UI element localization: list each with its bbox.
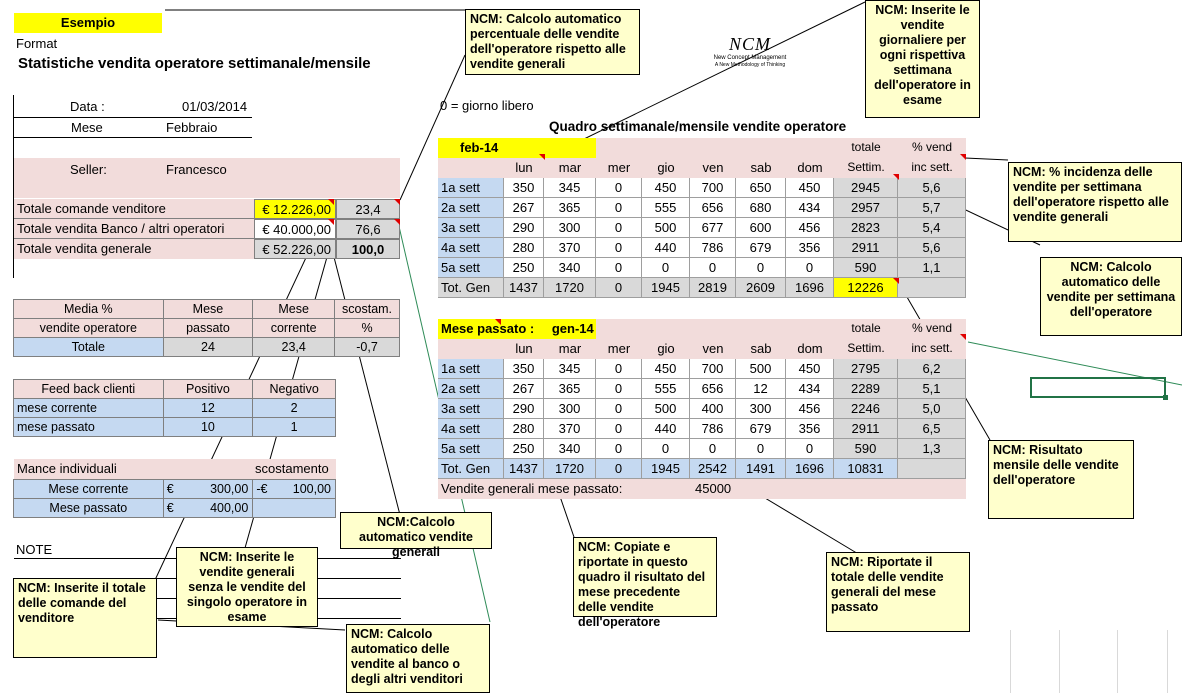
week-pct: 1,3 [898, 439, 966, 459]
week-label: 3a sett [438, 218, 504, 238]
gridline [1117, 630, 1118, 693]
day-sales-cell[interactable]: 0 [642, 258, 690, 278]
day-sales-cell[interactable]: 0 [596, 359, 642, 379]
week-total: 2795 [834, 359, 898, 379]
table1-pct-h1: % vend [911, 140, 953, 154]
day-total: 1720 [544, 278, 596, 298]
mese-underline [14, 137, 252, 138]
totale-generale-label: Totale vendita generale [14, 239, 254, 259]
week-label: 1a sett [438, 178, 504, 198]
day-header: lun [515, 160, 533, 175]
comment-marker [893, 278, 899, 284]
callout-note[interactable]: NCM: Risultato mensile delle vendite dell'operatore [988, 440, 1134, 519]
mance-row-label: Mese passato [14, 499, 164, 518]
day-header: ven [702, 341, 724, 356]
day-sales-cell[interactable]: 290 [504, 399, 544, 419]
day-total: 0 [596, 278, 642, 298]
week-pct: 5,7 [898, 198, 966, 218]
general-label: Vendite generali mese passato: [441, 481, 623, 496]
table2-tot-h1: totale [851, 321, 881, 335]
day-sales-cell[interactable]: 0 [690, 258, 736, 278]
media-scostam: -0,7 [335, 338, 400, 357]
day-header: mer [607, 160, 631, 175]
feedback-row-label: mese corrente [14, 399, 164, 418]
media-h2a: Mese [163, 300, 253, 319]
table2-period: gen-14 [551, 321, 594, 336]
ncm-logo [705, 34, 795, 68]
day-total: 1945 [642, 459, 690, 479]
mese-label: Mese [71, 120, 103, 135]
media-h3a: Mese [253, 300, 335, 319]
feedback-pos-header: Positivo [163, 380, 253, 399]
day-sales-cell[interactable]: 356 [786, 419, 834, 439]
day-sales-cell[interactable]: 0 [596, 198, 642, 218]
day-sales-cell[interactable]: 456 [786, 399, 834, 419]
day-sales-cell[interactable]: 250 [504, 439, 544, 459]
week-total: 2911 [834, 419, 898, 439]
day-sales-cell[interactable]: 650 [736, 178, 786, 198]
day-sales-cell[interactable]: 0 [596, 178, 642, 198]
logo-sub1: New Concept Management [713, 55, 787, 61]
totale-generale-pct: 100,0 [336, 239, 400, 259]
day-header: mar [558, 160, 582, 175]
day-total: 1437 [504, 278, 544, 298]
day-sales-cell[interactable]: 350 [504, 178, 544, 198]
day-sales-cell[interactable]: 370 [544, 238, 596, 258]
day-sales-cell[interactable]: 677 [690, 218, 736, 238]
week-label: 5a sett [438, 258, 504, 278]
day-sales-cell[interactable]: 300 [544, 218, 596, 238]
table1-tot-h2: Settim. [847, 160, 885, 174]
data-value[interactable]: 01/03/2014 [182, 99, 248, 114]
day-sales-cell[interactable]: 0 [596, 399, 642, 419]
day-sales-cell[interactable]: 280 [504, 419, 544, 439]
giorno-libero-note: 0 = giorno libero [440, 98, 534, 113]
day-sales-cell[interactable]: 345 [544, 359, 596, 379]
media-corrente: 23,4 [253, 338, 335, 357]
quadro-title: Quadro settimanale/mensile vendite operatore [549, 119, 847, 134]
totale-banco-value[interactable]: € 40.000,00 [254, 219, 336, 239]
day-sales-cell[interactable]: 656 [690, 379, 736, 399]
day-header: dom [797, 160, 823, 175]
general-value[interactable]: 45000 [695, 481, 732, 496]
day-total: 1491 [736, 459, 786, 479]
day-sales-cell[interactable]: 600 [736, 218, 786, 238]
currency-symbol: € [166, 501, 174, 515]
mance-value: 400,00 [210, 501, 249, 515]
day-sales-cell[interactable]: 434 [786, 379, 834, 399]
day-sales-cell[interactable]: 786 [690, 419, 736, 439]
media-h4b: % [335, 319, 400, 338]
comment-marker [328, 199, 334, 205]
day-sales-cell[interactable]: 345 [544, 178, 596, 198]
day-sales-cell[interactable]: 456 [786, 218, 834, 238]
day-total: 1720 [544, 459, 596, 479]
day-header: ven [702, 160, 724, 175]
callout-note[interactable]: NCM: Inserite le vendite giornaliere per ogni rispettiva settimana dell'operatore in esame [865, 0, 980, 118]
media-h1a: Media % [14, 300, 164, 319]
totale-comande-pct: 23,4 [336, 199, 400, 219]
callout-note[interactable]: NCM: Inserite il totale delle comande del venditore [13, 578, 157, 658]
week-pct: 5,6 [898, 238, 966, 258]
day-sales-cell[interactable]: 679 [736, 238, 786, 258]
day-sales-cell[interactable]: 0 [596, 439, 642, 459]
gridline [1010, 630, 1011, 693]
callout-note[interactable]: NCM: Calcolo automatico delle vendite per settimana dell'operatore [1040, 257, 1182, 336]
callout-note[interactable]: NCM: Copiate e riportate in questo quadro il risultato del mese precedente delle vendite dell'operatore [573, 537, 717, 617]
empty-cell [898, 459, 966, 479]
day-sales-cell[interactable]: 500 [642, 399, 690, 419]
feedback-pos-value[interactable]: 10 [163, 418, 253, 437]
day-sales-cell[interactable]: 0 [596, 379, 642, 399]
callout-note[interactable]: NCM:Calcolo automatico vendite generali [340, 512, 492, 549]
media-h3b: corrente [253, 319, 335, 338]
callout-note[interactable]: NCM: Riportate il totale delle vendite generali del mese passato [826, 552, 970, 632]
day-sales-cell[interactable]: 400 [690, 399, 736, 419]
day-header: gio [657, 160, 675, 175]
media-h4a: scostam. [335, 300, 400, 319]
logo-text: NCM [728, 34, 771, 54]
day-sales-cell[interactable]: 0 [596, 218, 642, 238]
day-sales-cell[interactable]: 656 [690, 198, 736, 218]
day-total: 2819 [690, 278, 736, 298]
totale-generale-value: € 52.226,00 [254, 239, 336, 259]
currency-symbol: -€ [256, 482, 268, 496]
week-label: 4a sett [438, 238, 504, 258]
week-pct: 6,2 [898, 359, 966, 379]
feedback-neg-value[interactable]: 1 [253, 418, 336, 437]
mance-title: Mance individuali [17, 461, 117, 476]
mance-scost-value: 100,00 [292, 482, 331, 496]
day-sales-cell[interactable]: 267 [504, 198, 544, 218]
mance-row-label: Mese corrente [14, 480, 164, 499]
week-total: 2957 [834, 198, 898, 218]
table1-pct-h2: inc sett. [911, 160, 953, 174]
week-total: 590 [834, 439, 898, 459]
comment-marker [893, 174, 899, 180]
media-table [13, 299, 400, 357]
mance-value-cell[interactable] [163, 480, 253, 499]
day-total: 1945 [642, 278, 690, 298]
day-sales-cell[interactable]: 500 [642, 218, 690, 238]
comment-marker [495, 319, 501, 325]
day-sales-cell[interactable]: 12 [736, 379, 786, 399]
week-label: 2a sett [438, 198, 504, 218]
day-total: 1437 [504, 459, 544, 479]
callout-note[interactable]: NCM: % incidenza delle vendite per settimana dell'operatore rispetto alle vendite generali [1008, 162, 1182, 242]
day-sales-cell[interactable]: 0 [596, 238, 642, 258]
day-header: mer [607, 341, 631, 356]
mance-title-row [14, 459, 336, 479]
table1-period[interactable]: feb-14 [438, 138, 596, 158]
week-total: 2823 [834, 218, 898, 238]
selected-cell[interactable] [1030, 377, 1166, 398]
mance-scostamento-label: scostamento [255, 461, 329, 476]
empty-cell [898, 278, 966, 298]
mance-table [13, 479, 336, 518]
media-h1b: vendite operatore [14, 319, 164, 338]
month-total: 12226 [834, 278, 898, 298]
esempio-label: Esempio [14, 13, 162, 33]
day-sales-cell[interactable]: 356 [786, 238, 834, 258]
mese-value[interactable]: Febbraio [166, 120, 218, 135]
mance-value: 300,00 [210, 482, 249, 496]
day-sales-cell[interactable]: 340 [544, 258, 596, 278]
day-sales-cell[interactable]: 440 [642, 238, 690, 258]
totale-comande-value[interactable]: € 12.226,00 [254, 199, 336, 219]
day-sales-cell[interactable]: 0 [596, 258, 642, 278]
day-sales-cell[interactable]: 280 [504, 238, 544, 258]
week-label: 3a sett [438, 399, 504, 419]
feedback-neg-value[interactable]: 2 [253, 399, 336, 418]
day-sales-cell[interactable]: 370 [544, 419, 596, 439]
day-sales-cell[interactable]: 0 [690, 439, 736, 459]
currency-symbol: € [166, 482, 174, 496]
day-sales-cell[interactable]: 700 [690, 359, 736, 379]
day-sales-cell[interactable]: 0 [786, 258, 834, 278]
week-pct: 5,4 [898, 218, 966, 238]
day-sales-cell[interactable]: 300 [736, 399, 786, 419]
week-total: 2945 [834, 178, 898, 198]
day-sales-cell[interactable]: 350 [504, 359, 544, 379]
week-pct: 6,5 [898, 419, 966, 439]
total-label: Tot. Gen [438, 278, 504, 298]
day-sales-cell[interactable]: 500 [736, 359, 786, 379]
logo-sub2: A New Methodology of Thinking [714, 62, 786, 68]
day-header: dom [797, 341, 823, 356]
day-total: 1696 [786, 459, 834, 479]
total-label: Tot. Gen [438, 459, 504, 479]
day-header: mar [558, 341, 582, 356]
table2-tot-h2: Settim. [847, 341, 885, 355]
media-h2b: passato [163, 319, 253, 338]
comment-marker [328, 219, 334, 225]
day-sales-cell[interactable]: 0 [786, 439, 834, 459]
feedback-neg-header: Negativo [253, 380, 336, 399]
day-sales-cell[interactable]: 340 [544, 439, 596, 459]
callout-note[interactable]: NCM: Inserite le vendite generali senza le vendite del singolo operatore in esame [176, 547, 318, 627]
week-label: 2a sett [438, 379, 504, 399]
week-total: 590 [834, 258, 898, 278]
seller-value[interactable]: Francesco [166, 162, 227, 177]
feedback-row-label: mese passato [14, 418, 164, 437]
table1-tot-h1: totale [851, 140, 881, 154]
day-sales-cell[interactable]: 0 [736, 258, 786, 278]
day-sales-cell[interactable]: 786 [690, 238, 736, 258]
month-total: 10831 [834, 459, 898, 479]
week-label: 1a sett [438, 359, 504, 379]
weekly-table-previous [438, 319, 966, 499]
page-title: Statistiche vendita operatore settimanale/mensile [18, 55, 371, 72]
day-header: sab [750, 160, 772, 175]
day-sales-cell[interactable]: 290 [504, 218, 544, 238]
day-total: 0 [596, 459, 642, 479]
comment-marker [960, 334, 966, 340]
week-total: 2289 [834, 379, 898, 399]
day-sales-cell[interactable]: 300 [544, 399, 596, 419]
day-sales-cell[interactable]: 0 [596, 419, 642, 439]
day-sales-cell[interactable]: 440 [642, 419, 690, 439]
day-sales-cell[interactable]: 365 [544, 379, 596, 399]
gridline [1167, 630, 1168, 693]
day-sales-cell[interactable]: 0 [642, 439, 690, 459]
fill-handle[interactable] [1163, 395, 1168, 400]
comment-marker [394, 199, 400, 205]
comment-marker [539, 154, 545, 160]
feedback-pos-value[interactable]: 12 [163, 399, 253, 418]
day-total: 2542 [690, 459, 736, 479]
mance-value-cell[interactable] [163, 499, 253, 518]
mance-scost-cell [253, 480, 336, 499]
feedback-title: Feed back clienti [14, 380, 164, 399]
day-sales-cell[interactable]: 0 [736, 439, 786, 459]
day-sales-cell[interactable]: 555 [642, 379, 690, 399]
day-total: 1696 [786, 278, 834, 298]
totale-banco-pct: 76,6 [336, 219, 400, 239]
day-sales-cell[interactable]: 700 [690, 178, 736, 198]
week-total: 2911 [834, 238, 898, 258]
week-label: 4a sett [438, 419, 504, 439]
gridline [1059, 630, 1060, 693]
note-label: NOTE [16, 542, 53, 557]
day-sales-cell[interactable]: 450 [642, 359, 690, 379]
day-header: sab [750, 341, 772, 356]
table2-pct-h2: inc sett. [911, 341, 953, 355]
day-sales-cell[interactable]: 267 [504, 379, 544, 399]
day-total: 2609 [736, 278, 786, 298]
format-label: Format [16, 36, 58, 51]
day-sales-cell[interactable]: 450 [786, 178, 834, 198]
day-header: lun [515, 341, 533, 356]
day-header: gio [657, 341, 675, 356]
feedback-table [13, 379, 336, 437]
day-sales-cell[interactable]: 680 [736, 198, 786, 218]
table2-pct-h1: % vend [911, 321, 953, 335]
table2-prev-label: Mese passato : [441, 321, 535, 336]
seller-label: Seller: [70, 162, 107, 177]
week-pct: 5,1 [898, 379, 966, 399]
week-pct: 1,1 [898, 258, 966, 278]
week-total: 2246 [834, 399, 898, 419]
week-pct: 5,0 [898, 399, 966, 419]
day-sales-cell[interactable]: 250 [504, 258, 544, 278]
data-label: Data : [70, 99, 105, 114]
day-sales-cell[interactable]: 679 [736, 419, 786, 439]
callout-note[interactable]: NCM: Calcolo automatico delle vendite al banco o degli altri venditori [346, 624, 490, 693]
day-sales-cell[interactable]: 555 [642, 198, 690, 218]
day-sales-cell[interactable]: 450 [786, 359, 834, 379]
day-sales-cell[interactable]: 434 [786, 198, 834, 218]
comment-marker [394, 219, 400, 225]
weekly-table-current [438, 138, 966, 298]
callout-note[interactable]: NCM: Calcolo automatico percentuale delle vendite dell'operatore rispetto alle vendite generali [465, 9, 640, 75]
day-sales-cell[interactable]: 450 [642, 178, 690, 198]
week-label: 5a sett [438, 439, 504, 459]
media-passato[interactable]: 24 [163, 338, 253, 357]
totale-comande-label: Totale comande venditore [14, 199, 254, 219]
week-pct: 5,6 [898, 178, 966, 198]
comment-marker [960, 154, 966, 160]
media-row-label: Totale [14, 338, 164, 357]
table2-general-row [438, 479, 966, 499]
table2-period-cell[interactable] [438, 319, 596, 339]
day-sales-cell[interactable]: 365 [544, 198, 596, 218]
mance-scost-cell [253, 499, 336, 518]
totale-banco-label: Totale vendita Banco / altri operatori [14, 219, 254, 239]
